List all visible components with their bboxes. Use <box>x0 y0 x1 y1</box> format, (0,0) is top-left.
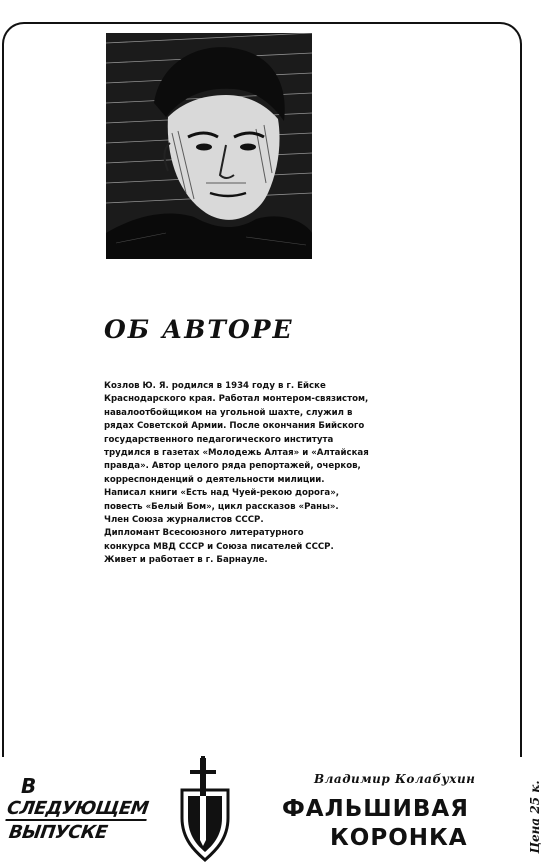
bio-line: Краснодарского края. Работал монтером-связистом, <box>104 394 369 405</box>
bio-line: Дипломант Всесоюзного литературного <box>104 528 304 539</box>
bio-line: Живет и работает в г. Барнауле. <box>104 555 268 566</box>
next-issue-word-3: ВЫПУСКЕ <box>7 822 109 843</box>
bio-line: корреспонденций о деятельности милиции. <box>104 474 325 485</box>
bio-line: государственного педагогического института <box>104 434 334 445</box>
author-portrait <box>106 33 312 259</box>
next-issue-word-1: В <box>21 774 37 798</box>
next-author: Владимир Колабухин <box>314 772 476 786</box>
bio-line: рядах Советской Армии. После окончания Бийского <box>104 421 365 432</box>
bio-line: навалоотбойщиком на угольной шахте, служил в <box>104 407 353 418</box>
section-title: ОБ АВТОРЕ <box>104 315 294 344</box>
bio-line: повесть «Белый Бом», цикл рассказов «Раны». <box>104 501 339 512</box>
price-label <box>526 772 544 862</box>
bio-line: конкурса МВД СССР и Союза писателей СССР. <box>104 541 334 552</box>
next-issue-word-2: СЛЕДУЮЩЕМ <box>5 798 150 819</box>
bio-line: правда». Автор целого ряда репортажей, очерков, <box>104 461 361 472</box>
portrait-engraving-icon <box>106 33 312 259</box>
bio-line: Козлов Ю. Я. родился в 1934 году в г. Ейске <box>104 381 326 391</box>
author-bio <box>104 380 404 568</box>
price-text: Цена 25 к. <box>528 780 542 854</box>
next-book-title-line-1: ФАЛЬШИВАЯ <box>282 796 469 822</box>
bio-line: трудился в газетах «Молодежь Алтая» и «Алтайская <box>104 448 369 459</box>
bio-line: Член Союза журналистов СССР. <box>104 515 264 526</box>
next-book-title-line-2: КОРОНКА <box>330 825 468 851</box>
next-issue-label <box>5 770 183 850</box>
bio-line: Написал книги «Есть над Чуей-рекою дорога», <box>104 488 340 499</box>
sword-shield-icon <box>176 756 234 864</box>
